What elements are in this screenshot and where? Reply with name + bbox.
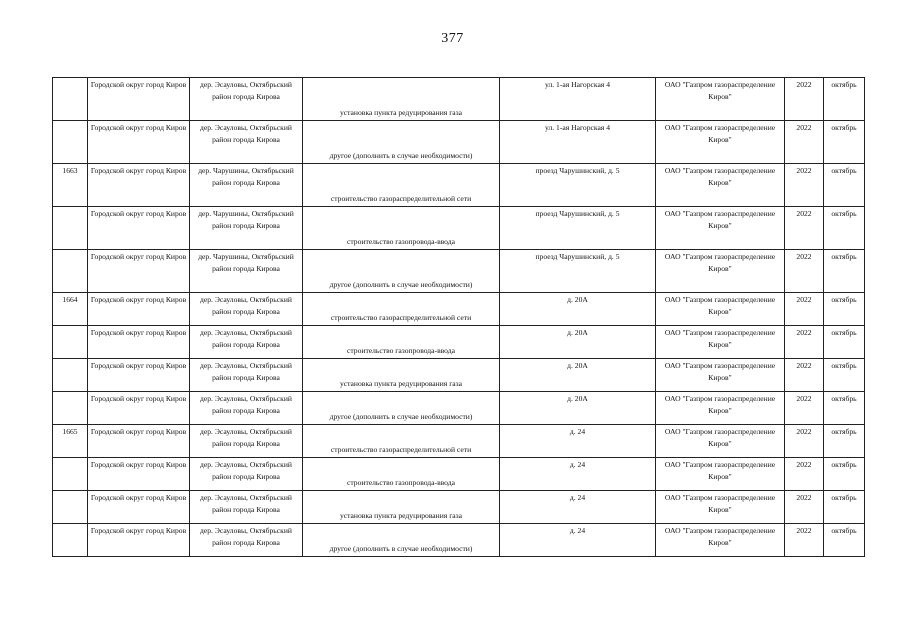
work-type-cell: строительство газопровода-ввода: [303, 207, 500, 250]
month-cell: октябрь: [824, 524, 865, 557]
month-cell: октябрь: [824, 425, 865, 458]
work-type-cell: установка пункта редуцирования газа: [303, 491, 500, 524]
work-type-cell: строительство газораспределительной сети: [303, 164, 500, 207]
year-cell: 2022: [785, 425, 824, 458]
organization-cell: ОАО "Газпром газораспределение Киров": [656, 392, 785, 425]
location-cell: дер. Эсауловы, Октябрьский район города Кирова: [190, 491, 303, 524]
location-cell: дер. Чарушины, Октябрьский район города Кирова: [190, 250, 303, 293]
month-cell: октябрь: [824, 293, 865, 326]
table-row: [53, 392, 865, 425]
address-cell: д. 20А: [500, 359, 656, 392]
district-cell: Городской округ город Киров: [88, 392, 190, 425]
address-cell: проезд Чарушинский, д. 5: [500, 207, 656, 250]
month-cell: октябрь: [824, 121, 865, 164]
location-cell: дер. Эсауловы, Октябрьский район города Кирова: [190, 392, 303, 425]
work-type-cell: строительство газопровода-ввода: [303, 326, 500, 359]
district-cell: Городской округ город Киров: [88, 491, 190, 524]
address-cell: д. 20А: [500, 392, 656, 425]
location-cell: дер. Эсауловы, Октябрьский район города Кирова: [190, 524, 303, 557]
district-cell: Городской округ город Киров: [88, 458, 190, 491]
district-cell: Городской округ город Киров: [88, 250, 190, 293]
year-cell: 2022: [785, 392, 824, 425]
location-cell: дер. Эсауловы, Октябрьский район города Кирова: [190, 121, 303, 164]
row-number-cell: [53, 207, 88, 250]
row-number-cell: [53, 326, 88, 359]
address-cell: проезд Чарушинский, д. 5: [500, 164, 656, 207]
district-cell: Городской округ город Киров: [88, 78, 190, 121]
row-number-cell: [53, 524, 88, 557]
address-cell: д. 24: [500, 425, 656, 458]
row-number-cell: 1663: [53, 164, 88, 207]
month-cell: октябрь: [824, 326, 865, 359]
month-cell: октябрь: [824, 392, 865, 425]
district-cell: Городской округ город Киров: [88, 293, 190, 326]
year-cell: 2022: [785, 359, 824, 392]
work-type-cell: установка пункта редуцирования газа: [303, 359, 500, 392]
page-number: 377: [441, 31, 464, 46]
table-row: [53, 326, 865, 359]
work-type-cell: строительство газораспределительной сети: [303, 425, 500, 458]
location-cell: дер. Чарушины, Октябрьский район города Кирова: [190, 164, 303, 207]
district-cell: Городской округ город Киров: [88, 524, 190, 557]
work-type-cell: строительство газораспределительной сети: [303, 293, 500, 326]
location-cell: дер. Эсауловы, Октябрьский район города Кирова: [190, 78, 303, 121]
organization-cell: ОАО "Газпром газораспределение Киров": [656, 121, 785, 164]
year-cell: 2022: [785, 250, 824, 293]
organization-cell: ОАО "Газпром газораспределение Киров": [656, 359, 785, 392]
row-number-cell: 1664: [53, 293, 88, 326]
address-cell: д. 24: [500, 491, 656, 524]
row-number-cell: [53, 121, 88, 164]
work-type-cell: другое (дополнить в случае необходимости): [303, 250, 500, 293]
location-cell: дер. Эсауловы, Октябрьский район города Кирова: [190, 359, 303, 392]
table-row: [53, 293, 865, 326]
year-cell: 2022: [785, 458, 824, 491]
row-number-cell: [53, 359, 88, 392]
month-cell: октябрь: [824, 207, 865, 250]
month-cell: октябрь: [824, 164, 865, 207]
year-cell: 2022: [785, 326, 824, 359]
row-number-cell: [53, 491, 88, 524]
work-type-cell: установка пункта редуцирования газа: [303, 78, 500, 121]
row-number-cell: [53, 392, 88, 425]
organization-cell: ОАО "Газпром газораспределение Киров": [656, 250, 785, 293]
table-row: [53, 458, 865, 491]
table-row: [53, 359, 865, 392]
register-table: [52, 77, 865, 557]
work-type-cell: другое (дополнить в случае необходимости): [303, 524, 500, 557]
organization-cell: ОАО "Газпром газораспределение Киров": [656, 78, 785, 121]
organization-cell: ОАО "Газпром газораспределение Киров": [656, 425, 785, 458]
table-row: [53, 524, 865, 557]
row-number-cell: [53, 78, 88, 121]
month-cell: октябрь: [824, 491, 865, 524]
address-cell: д. 20А: [500, 326, 656, 359]
table-row: [53, 121, 865, 164]
organization-cell: ОАО "Газпром газораспределение Киров": [656, 207, 785, 250]
row-number-cell: 1665: [53, 425, 88, 458]
table-row: [53, 78, 865, 121]
table-row: [53, 491, 865, 524]
location-cell: дер. Эсауловы, Октябрьский район города Кирова: [190, 293, 303, 326]
district-cell: Городской округ город Киров: [88, 326, 190, 359]
location-cell: дер. Эсауловы, Октябрьский район города Кирова: [190, 458, 303, 491]
row-number-cell: [53, 458, 88, 491]
district-cell: Городской округ город Киров: [88, 425, 190, 458]
work-type-cell: другое (дополнить в случае необходимости): [303, 121, 500, 164]
year-cell: 2022: [785, 491, 824, 524]
year-cell: 2022: [785, 78, 824, 121]
district-cell: Городской округ город Киров: [88, 164, 190, 207]
organization-cell: ОАО "Газпром газораспределение Киров": [656, 164, 785, 207]
organization-cell: ОАО "Газпром газораспределение Киров": [656, 458, 785, 491]
month-cell: октябрь: [824, 250, 865, 293]
month-cell: октябрь: [824, 78, 865, 121]
location-cell: дер. Эсауловы, Октябрьский район города Кирова: [190, 326, 303, 359]
work-type-cell: другое (дополнить в случае необходимости): [303, 392, 500, 425]
location-cell: дер. Чарушины, Октябрьский район города Кирова: [190, 207, 303, 250]
address-cell: ул. 1-ая Нагорская 4: [500, 121, 656, 164]
table-row: [53, 250, 865, 293]
address-cell: ул. 1-ая Нагорская 4: [500, 78, 656, 121]
table-row: [53, 164, 865, 207]
year-cell: 2022: [785, 207, 824, 250]
month-cell: октябрь: [824, 458, 865, 491]
district-cell: Городской округ город Киров: [88, 121, 190, 164]
address-cell: д. 24: [500, 524, 656, 557]
table-row: [53, 207, 865, 250]
organization-cell: ОАО "Газпром газораспределение Киров": [656, 326, 785, 359]
table-row: [53, 425, 865, 458]
year-cell: 2022: [785, 121, 824, 164]
year-cell: 2022: [785, 164, 824, 207]
row-number-cell: [53, 250, 88, 293]
location-cell: дер. Эсауловы, Октябрьский район города Кирова: [190, 425, 303, 458]
year-cell: 2022: [785, 524, 824, 557]
month-cell: октябрь: [824, 359, 865, 392]
year-cell: 2022: [785, 293, 824, 326]
address-cell: д. 24: [500, 458, 656, 491]
organization-cell: ОАО "Газпром газораспределение Киров": [656, 524, 785, 557]
district-cell: Городской округ город Киров: [88, 207, 190, 250]
district-cell: Городской округ город Киров: [88, 359, 190, 392]
work-type-cell: строительство газопровода-ввода: [303, 458, 500, 491]
table-body: [53, 78, 865, 557]
address-cell: д. 20А: [500, 293, 656, 326]
organization-cell: ОАО "Газпром газораспределение Киров": [656, 491, 785, 524]
organization-cell: ОАО "Газпром газораспределение Киров": [656, 293, 785, 326]
address-cell: проезд Чарушинский, д. 5: [500, 250, 656, 293]
